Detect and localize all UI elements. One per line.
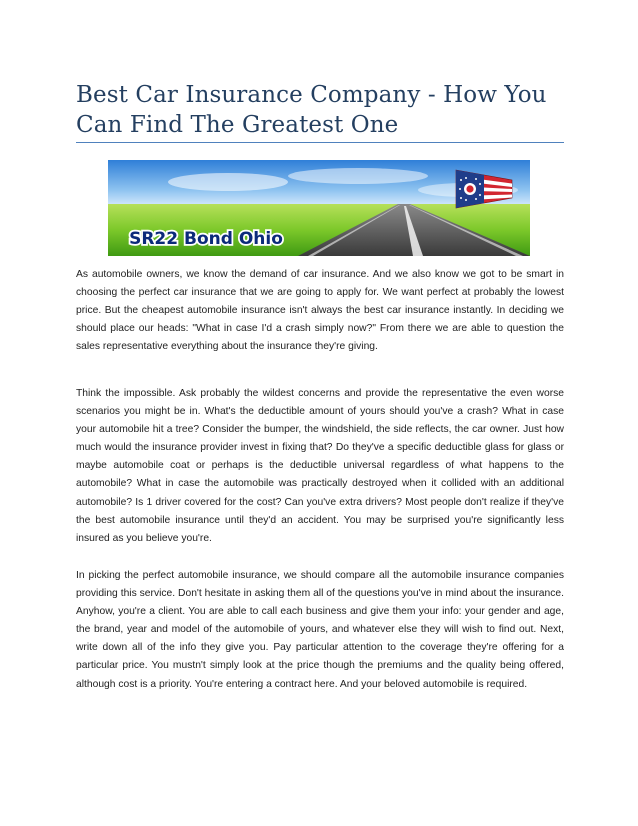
paragraph-1: As automobile owners, we know the demand of car insurance. And we also know we got to be smart in choosing the perfect car insurance that we are going to apply for. We want perfect at probably the lowest price. But the cheapest automobile insurance isn't always the best car insurance instantly. In deciding we should place our heads: "What in case I'd a crash simply now?" From there we are able to question the sales representative everything about the insurance they're giving.	[76, 269, 564, 353]
title-divider	[76, 142, 564, 143]
banner-logo-text: SR22 Bond Ohio	[129, 229, 283, 249]
banner-logo	[116, 226, 296, 250]
page-title: Best Car Insurance Company - How You Can Find The Greatest One	[76, 82, 547, 138]
paragraph-3: In picking the perfect automobile insurance, we should compare all the automobile insurance companies providing this service. Don't hesitate in asking them all of the questions you've in mind about the insurance. Anyhow, you're a client. You are able to call each business and give them your info: your gender and age, the brand, year and model of the automobile of yours, and whatever else they will wish to find out. Next, write down all of the info they give you. Pay particular attention to the coverage they're offering for a particular price. You mustn't simply look at the price though the premiums and the quality being offered, although cost is a priority. You're entering a contract here. And your beloved automobile is required.	[76, 570, 564, 690]
ohio-flag-icon	[454, 168, 514, 210]
paragraph-2: Think the impossible. Ask probably the wildest concerns and provide the representative the even worse scenarios you might be in. What's the deductible amount of yours should you've a crash? What in case your automobile hit a tree? Consider the bumper, the windshield, the side reflects, the car owner. Just how much would the insurance provider invest in fixing that? Do they've a specific deductible glass for glass or maybe automobile coat or perhaps is the deductible universal regardless of what happens to the automobile? What in case the automobile was practically destroyed when it collided with an additional automobile? Is 1 driver covered for the cost? Can you've extra drivers? Most people don't realize if they've the best automobile insurance until they'd an accident. You may be surprised you're significantly less insured as you believe you're.	[76, 388, 564, 544]
